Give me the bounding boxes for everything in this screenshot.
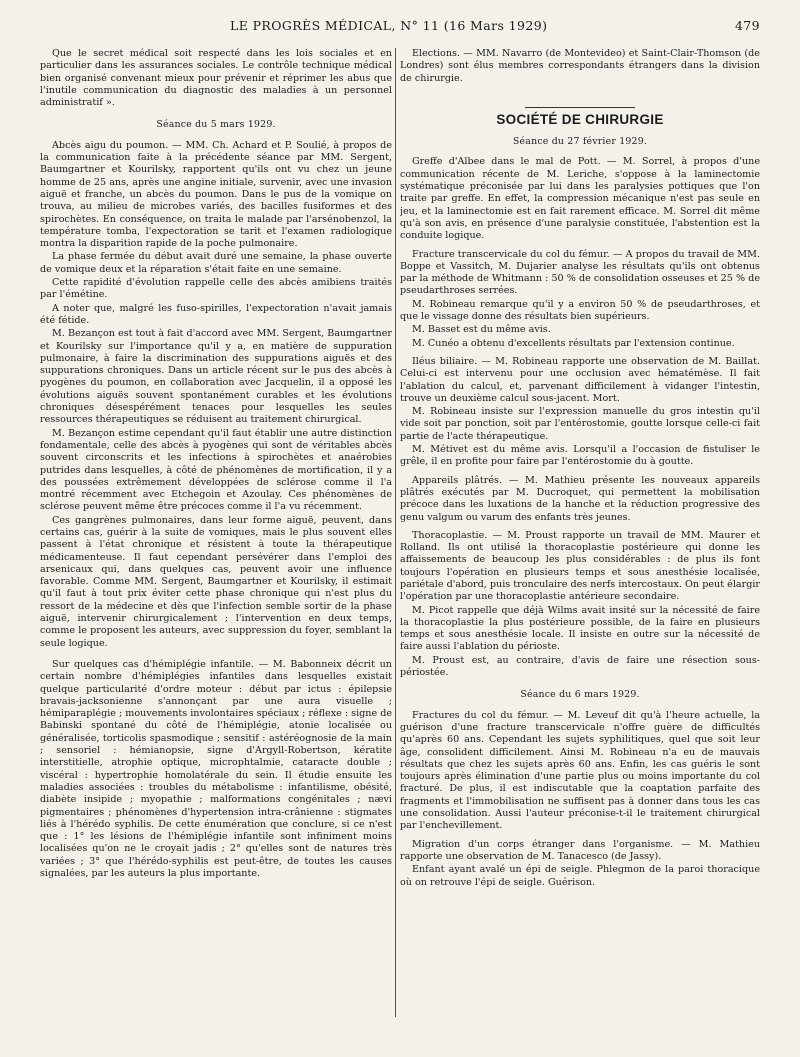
running-title: LE PROGRÈS MÉDICAL, N° 11 (16 Mars 1929) — [230, 18, 548, 33]
session-heading-6-mars: Séance du 6 mars 1929. — [520, 689, 640, 701]
fracture-paragraph-3: M. Basset est du même avis. — [412, 324, 551, 336]
fracture-paragraph-4: M. Cunéo a obtenu d'excellents résultats par l'extension continue. — [412, 337, 735, 349]
ileus-paragraph-3: M. Métivet est du même avis. Lorsqu'il a l'occasion de fistuliser le grêle, il en profite pour faire par l'entérostomie du à goutte. — [400, 444, 760, 468]
appareils-paragraph: Appareils plâtrés. — M. Mathieu présente les nouveaux appareils plâtrés exécutés par M. Ducroquet, qui permettent la mobilisation précoce dans les luxations de la hanche et la réduction progressive des genu valgum ou varum des enfants très jeunes. — [400, 474, 760, 523]
hemiplegie-paragraph: Sur quelques cas d'hémiplégie infantile. — M. Babonneix décrit un certain nombre d'hémiplégies infantiles dans lesquelles existait quelque particularité d'ordre moteur : début par ictus : épilepsie bravais-jacksonienne s'annonçant par une aura visuelle ; hémiparaplégie ; mouvements involontaires spéciaux ; réflexe : signe de Babinski spontané du côté de l'hémiplégie, atonie localisée ou généralisée, torticolis spasmodique ; sensitif : astéréognosie de la main ; sensoriel : hémianopsie, signe d'Argyll-Robertson, kératite interstitielle, atrophie optique, microphtalmie, cataracte double ; viscéral : hypertrophie homolatérale du sein. Il étudie ensuite les maladies associées : troubles du métabolisme : infantilisme, obésité, diabète insipide ; myopathie ; malformations congénitales ; nævi pigmentaires ; phénomènes d'hypertension intra-crânienne : stigmates liés à l'hérédo syphilis. De cette énumération que conclure, si ce n'est que : 1° les lésions de l'hémiplégie infantile sont infiniment moins localisées qu'on ne le croyait jadis ; 2° qu'elles sont de natures très variées ; 3° que l'hérédo-syphilis est peut-être, de toutes les causes signalées, par les auteurs la plus importante. — [40, 658, 392, 879]
page-number: 479 — [734, 18, 760, 33]
page-header — [40, 18, 760, 40]
migration-paragraph-1: Migration d'un corps étranger dans l'organisme. — M. Mathieu rapporte une observation de M. Tanacesco (de Jassy). — [400, 838, 760, 862]
intro-paragraph: Que le secret médical soit respecté dans les lois sociales et en particulier dans les assurances sociales. Le contrôle technique médical bien organisé convenant mieux pour prévenir et réprimer les abus que l'inutile communication du diagnostic des maladies à un personnel administratif ». — [40, 48, 392, 109]
session-heading-27-fevrier: Séance du 27 février 1929. — [512, 136, 648, 148]
thoracoplastie-paragraph-1: Thoracoplastie. — M. Proust rapporte un travail de MM. Maurer et Rolland. Ils ont utilisé la thoracoplastie postérieure qui donne les affaissements de beaucoup les plus considérables : de plus ils font toujours l'opération en plusieurs temps et sous anesthésie localisée, pariétale d'abord, puis tronculaire des nerfs intercostaux. On peut élargir l'opération par une thoracoplastie antérieure secondaire. — [400, 529, 760, 603]
fracture-paragraph-2: M. Robineau remarque qu'il y a environ 50 % de pseudarthroses, et que le vissage donne des résultats bien supérieurs. — [400, 298, 760, 323]
fracture-paragraph-1: Fracture transcervicale du col du fémur. — A propos du travail de MM. Boppe et Vassitch, M. Dujarier analyse les résultats qu'ils ont obtenus par la méthode de Whitmann : 50 % de consolidation osseuses et 25 % de pseudarthroses serrées. — [400, 248, 760, 297]
fractures-col-paragraph: Fractures du col du fémur. — M. Leveuf dit qu'à l'heure actuelle, la guérison d'une fracture transcervicale n'offre guère de difficultés qu'après 60 ans. Cependant les sujets syphilitiques, quel que soit leur âge, consolident difficilement. Ainsi M. Robineau n'a eu de mauvais résultats que chez les sujets après 60 ans. Enfin, les cas guéris le sont toujours après élimination d'une partie plus ou moins importante du col fracturé. De plus, il est indiscutable que la coaptation parfaite des fragments et l'immobilisation ne suffisent pas à donner dans tous les cas une consolidation. Aussi l'auteur préconise-t-il le traitement chirurgical par l'enchevillement. — [400, 709, 760, 832]
abces-paragraph-3: Cette rapidité d'évolution rappelle celle des abcès amibiens traités par l'émétine. — [40, 277, 392, 301]
section-rule — [525, 107, 635, 108]
abces-paragraph-4: A noter que, malgré les fuso-spirilles, l'expectoration n'avait jamais été fétide. — [40, 302, 392, 326]
session-heading-5-mars: Séance du 5 mars 1929. — [156, 119, 276, 131]
left-column — [40, 48, 392, 1027]
abces-paragraph-6: M. Bezançon estime cependant qu'il faut établir une autre distinction fondamentale, celle des abcès à pyogènes qui sont de véritables abcès souvent circonscrits et les infections à spirochètes et anaérobies putrides dans lesquelles, à côté de phénomènes de mortification, il y a des poussées extrêmement développées de sclérose comme il l'a montré récemment avec Etchegoin et Azoulay. Ces phénomènes de sclérose peuvent même être précoces comme il l'a vu récemment. — [40, 427, 392, 513]
column-divider — [395, 48, 396, 1017]
abces-paragraph-2: La phase fermée du début avait duré une semaine, la phase ouverte de vomique deux et la réparation s'était faite en une semaine. — [40, 251, 392, 275]
ileus-paragraph-1: Iléus biliaire. — M. Robineau rapporte une observation de M. Baillat. Celui-ci est intervenu pour une occlusion avec hématémèse. Il fait l'ablation du calcul, et, parvenant difficilement à vidanger l'intestin, trouve un deuxième calcul sous-jacent. Mort. — [400, 355, 760, 404]
elections-paragraph: Elections. — MM. Navarro (de Montevideo) et Saint-Clair-Thomson (de Londres) sont élus membres correspondants étrangers dans la division de chirurgie. — [400, 48, 760, 84]
migration-paragraph-2: Enfant ayant avalé un épi de seigle. Phlegmon de la paroi thoracique où on retrouve l'épi de seigle. Guérison. — [400, 864, 760, 888]
society-title: SOCIÉTÉ DE CHIRURGIE — [496, 111, 664, 127]
thoracoplastie-paragraph-2: M. Picot rappelle que déjà Wilms avait insité sur la nécessité de faire la thoracoplastie la plus postérieure possible, de la faire en plusieurs temps et sous anesthésie locale. Il insiste en outre sur la nécessité de faire aussi l'ablation du périoste. — [400, 604, 760, 653]
abces-paragraph-7: Ces gangrènes pulmonaires, dans leur forme aiguë, peuvent, dans certains cas, guérir à la suite de vomiques, mais le plus souvent elles passent à l'état chronique et résistent à toute la thérapeutique médicamenteuse. Il faut cependant persévérer dans l'emploi des arsenicaux qui, dans quelques cas, peuvent avoir une influence favorable. Comme MM. Sergent, Baumgartner et Kourilsky, il estimait qu'il faut à tout prix éviter cette phase chronique qui n'est plus du ressort de la médecine et dès que l'infection semble sortir de la phase aiguë, intervenir chirurgicalement ; l'intervention en deux temps, comme le proposent les auteurs, avec suppression du foyer, semblant la seule logique. — [40, 514, 392, 649]
greffe-paragraph: Greffe d'Albee dans le mal de Pott. — M. Sorrel, à propos d'une communication récente de M. Leriche, s'oppose à la laminectomie systématique préconisée par lui dans les paralysies pottiques que l'on traite par greffe. En effet, la compression mécanique n'est pas seule en jeu, et la laminectomie est en fait rarement efficace. M. Sorrel dit même qu'à son avis, en présence d'une paralysie constituée, l'abstention est la conduite logique. — [400, 156, 760, 242]
right-column — [400, 48, 760, 1027]
abces-paragraph-5: M. Bezançon est tout à fait d'accord avec MM. Sergent, Baumgartner et Kourilsky sur l'importance qu'il y a, en matière de suppuration pulmonaire, à faire la discrimination des suppurations aiguës et des suppurations chroniques. Dans un article récent sur le pus des abcès à pyogènes du poumon, en collaboration avec Jacquelin, il a opposé les évolutions aiguës souvent spontanément curables et les évolutions chroniques désespérément tenaces pour lesquelles les seules ressources thérapeutiques se réduisent au traitement chirurgical. — [40, 328, 392, 426]
abces-paragraph-1: Abcès aigu du poumon. — MM. Ch. Achard et P. Soulié, à propos de la communication faite à la précédente séance par MM. Sergent, Baumgartner et Kourilsky, rapportent qu'ils ont vu chez un jeune homme de 25 ans, après une angine initiale, survenir, avec une invasion aiguë et franche, un abcès du poumon. Dans le pus de la vomique on trouva, au milieu de microbes variés, des bacilles fusiformes et des spirochètes. En conséquence, on traita le malade par l'arsénobenzol, la température tomba, l'expectoration se tarit et l'examen radiologique montra la disparition rapide de la poche pulmonaire. — [40, 139, 392, 250]
ileus-paragraph-2: M. Robineau insiste sur l'expression manuelle du gros intestin qu'il vide soit par ponction, soit par l'entérostomie, goutte lorsque celle-ci fait partie de l'acte thérapeutique. — [400, 406, 760, 442]
thoracoplastie-paragraph-3: M. Proust est, au contraire, d'avis de faire une résection sous-périostée. — [400, 654, 760, 679]
